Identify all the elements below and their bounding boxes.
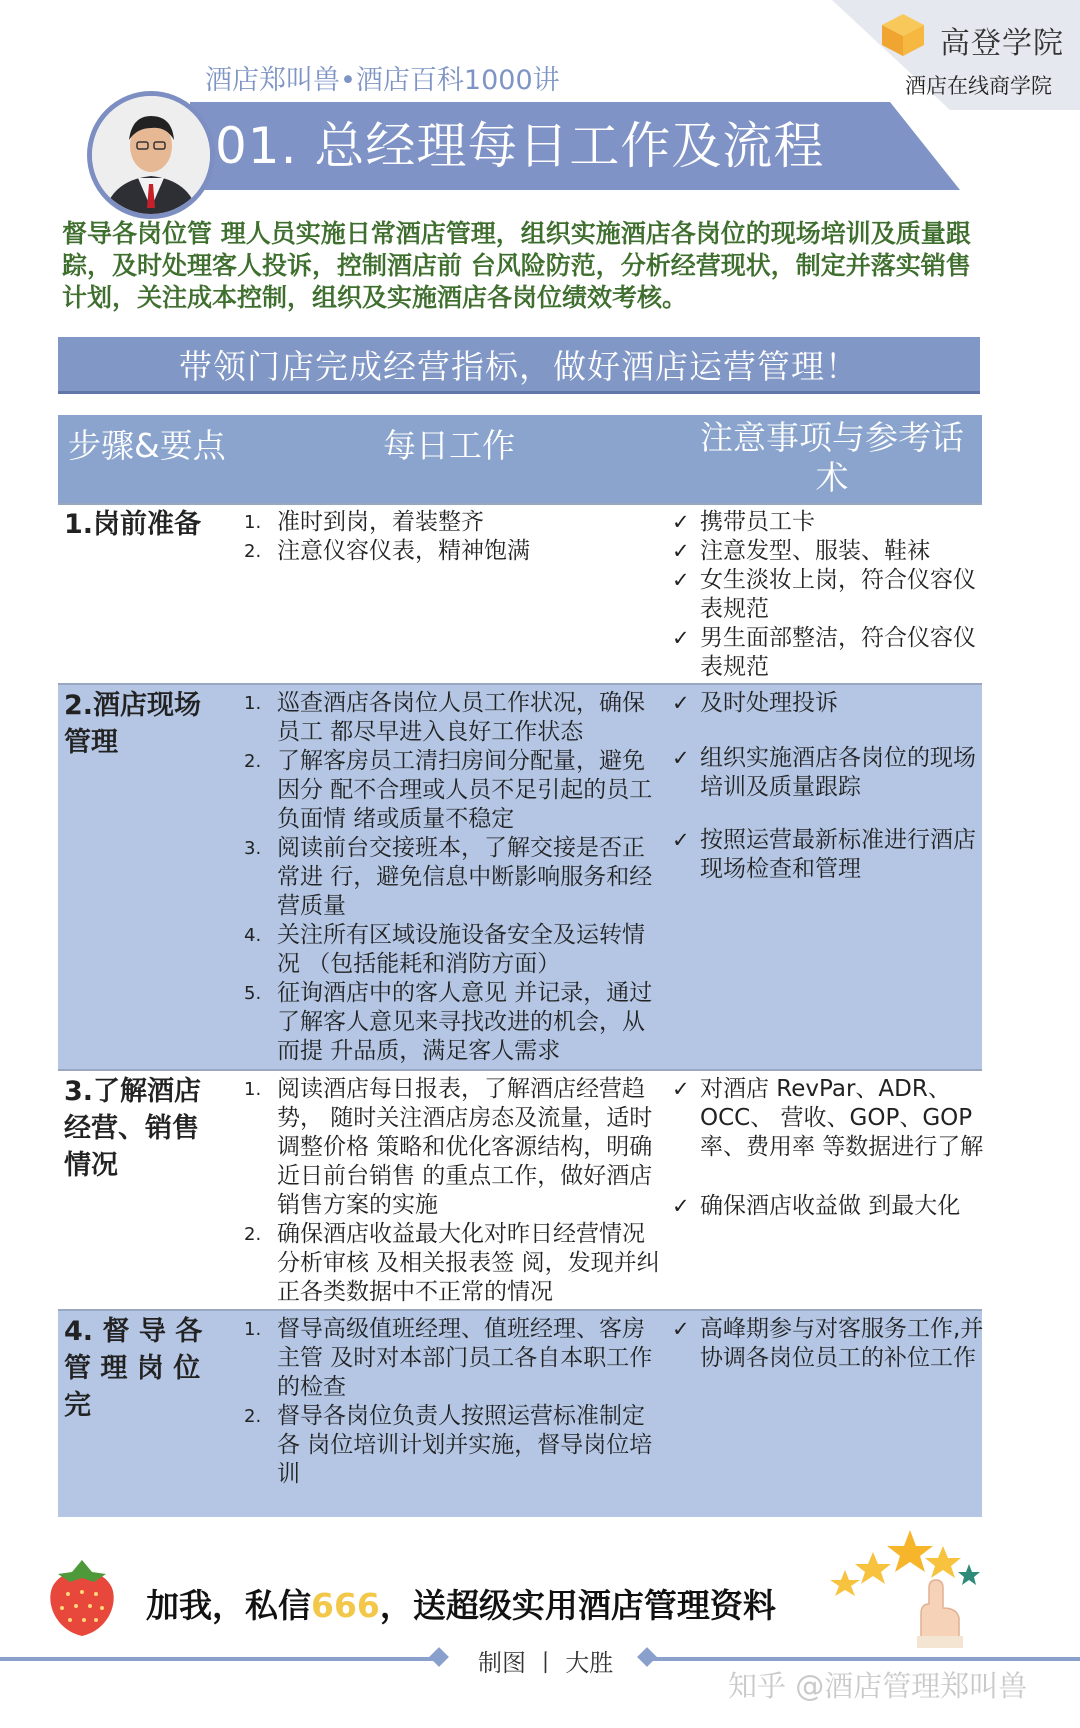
note-text: 男生面部整洁，符合仪容仪 表规范: [700, 625, 976, 680]
item-number: 1.: [244, 693, 262, 714]
daily-item: [244, 834, 664, 921]
note-text: 携带员工卡: [700, 509, 815, 535]
item-text: 阅读前台交接班本，了解交接是否正常进 行，避免信息中断影响服务和经营质量: [277, 835, 653, 919]
daily-item: [244, 1075, 664, 1220]
note-item: [670, 624, 985, 682]
note-item: [670, 826, 985, 884]
item-text: 关注所有区域设施设备安全及运转情况 （包括能耗和消防方面）: [277, 922, 645, 977]
item-number: 1.: [244, 1319, 262, 1340]
cta-suffix: ，送超级实用酒店管理资料: [379, 1586, 776, 1625]
footer-rule-left: [0, 1657, 440, 1661]
slogan-text: 带领门店完成经营指标，做好酒店运营管理！: [179, 347, 859, 386]
item-text: 注意仪容仪表，精神饱满: [277, 538, 530, 564]
item-number: 2.: [244, 751, 262, 772]
note-item: [670, 1315, 985, 1373]
academy-name: 高登学院: [940, 26, 1064, 61]
daily-item: [244, 1402, 664, 1489]
logo-cube-icon: [880, 12, 926, 58]
cta-prefix: 加我，私信: [146, 1586, 311, 1625]
item-text: 阅读酒店每日报表，了解酒店经营趋势， 随时关注酒店房态及流量，适时调整价格 策略和优化客源结构，明确近日前台销售 的重点工作，做好酒店销售方案的实施: [277, 1076, 653, 1218]
daily-item: [244, 508, 664, 537]
daily-item: [244, 921, 664, 979]
step-label: 2.酒店现场管理: [64, 690, 202, 758]
daily-item: [244, 1315, 664, 1402]
notes-list: [670, 689, 985, 884]
notes-list: [670, 1075, 985, 1221]
item-text: 了解客房员工清扫房间分配量，避免因分 配不合理或人员不足引起的员工负面情 绪或质量不稳定: [277, 748, 653, 832]
watermark: 知乎 @酒店管理郑叫兽: [728, 1669, 1028, 1703]
note-text: 高峰期参与对客服务工作,并协调各岗位员工的补位工作: [700, 1316, 984, 1371]
daily-list: [244, 1075, 664, 1307]
item-text: 督导各岗位负责人按照运营标准制定各 岗位培训计划并实施，督导岗位培训: [277, 1403, 653, 1487]
step-label: 4. 督 导 各 管 理 岗 位 完: [64, 1316, 203, 1421]
step-label: 1.岗前准备: [64, 509, 202, 540]
check-icon: ✓: [672, 691, 690, 715]
presenter-avatar: [87, 91, 215, 219]
daily-item: [244, 537, 664, 566]
strawberry-icon: [42, 1552, 122, 1638]
note-text: 确保酒店收益做 到最大化: [700, 1193, 961, 1219]
item-number: 1.: [244, 1079, 262, 1100]
daily-list: [244, 508, 664, 566]
notes-list: [670, 508, 985, 682]
note-text: 对酒店 RevPar、ADR、OCC、 营收、GOP、GOP率、费用率 等数据进行了解: [700, 1076, 984, 1160]
footer-credit: 制图 丨 大胜: [478, 1649, 614, 1677]
note-text: 注意发型、服装、鞋袜: [700, 538, 930, 564]
item-text: 巡查酒店各岗位人员工作状况，确保员工 都尽早进入良好工作状态: [277, 690, 645, 745]
check-icon: ✓: [672, 1317, 690, 1341]
item-number: 2.: [244, 1406, 262, 1427]
academy-subtitle: 酒店在线商学院: [905, 74, 1052, 98]
item-text: 征询酒店中的客人意见 并记录，通过 了解客人意见来寻找改进的机会，从而提 升品质，满足客人需求: [277, 980, 653, 1064]
check-icon: ✓: [672, 1077, 690, 1101]
check-icon: ✓: [672, 626, 690, 650]
check-icon: ✓: [672, 746, 690, 770]
series-title: 酒店郑叫兽•酒店百科1000讲: [205, 65, 560, 96]
note-item: [670, 1192, 985, 1221]
header-daily-work: 每日工作: [383, 426, 515, 465]
footer-rule-right: [648, 1657, 1080, 1661]
note-item: [670, 537, 985, 566]
note-item: [670, 508, 985, 537]
note-text: 及时处理投诉: [700, 690, 838, 716]
intro-paragraph: 督导各岗位管 理人员实施日常酒店管理，组织实施酒店各岗位的现场培训及质量跟踪，及时处理客人投诉，控制酒店前 台风险防范，分析经营现状，制定并落实销售计划，关注成本控制，组织及实施酒店各岗位绩效考核。: [62, 219, 971, 312]
check-icon: ✓: [672, 828, 690, 852]
daily-list: [244, 1315, 664, 1489]
check-icon: ✓: [672, 510, 690, 534]
item-text: 准时到岗，着装整齐: [277, 509, 484, 535]
item-number: 2.: [244, 541, 262, 562]
check-icon: ✓: [672, 539, 690, 563]
note-item: [670, 566, 985, 624]
note-item: [670, 689, 985, 718]
check-icon: ✓: [672, 1194, 690, 1218]
note-item: [670, 744, 985, 802]
step-label: 3.了解酒店经营、销售情况: [64, 1076, 202, 1181]
note-text: 组织实施酒店各岗位的现场培训及质量跟踪: [700, 745, 976, 800]
item-number: 5.: [244, 983, 262, 1004]
stars-hand-icon: [825, 1518, 985, 1648]
item-number: 1.: [244, 512, 262, 533]
item-text: 确保酒店收益最大化对昨日经营情况分析审核 及相关报表签 阅，发现并纠正各类数据中不正常的情况: [277, 1221, 660, 1305]
item-text: 督导高级值班经理、值班经理、客房主管 及时对本部门员工各自本职工作的检查: [277, 1316, 653, 1400]
item-number: 4.: [244, 925, 262, 946]
page-title: 01. 总经理每日工作及流程: [215, 117, 825, 175]
item-number: 2.: [244, 1224, 262, 1245]
note-item: [670, 1075, 985, 1162]
header-notes: 注意事项与参考话术: [700, 418, 964, 497]
call-to-action: [146, 1580, 776, 1627]
check-icon: ✓: [672, 568, 690, 592]
header-steps: 步骤&要点: [68, 426, 226, 465]
daily-item: [244, 1220, 664, 1307]
daily-item: [244, 689, 664, 747]
note-text: 女生淡妆上岗，符合仪容仪表规范: [700, 567, 976, 622]
daily-item: [244, 979, 664, 1066]
footer-diamond-left: [429, 1647, 449, 1667]
daily-item: [244, 747, 664, 834]
note-text: 按照运营最新标准进行酒店现场检查和管理: [700, 827, 976, 882]
cta-highlight: 666: [311, 1586, 380, 1625]
item-number: 3.: [244, 838, 262, 859]
daily-list: [244, 689, 664, 1066]
notes-list: [670, 1315, 985, 1373]
